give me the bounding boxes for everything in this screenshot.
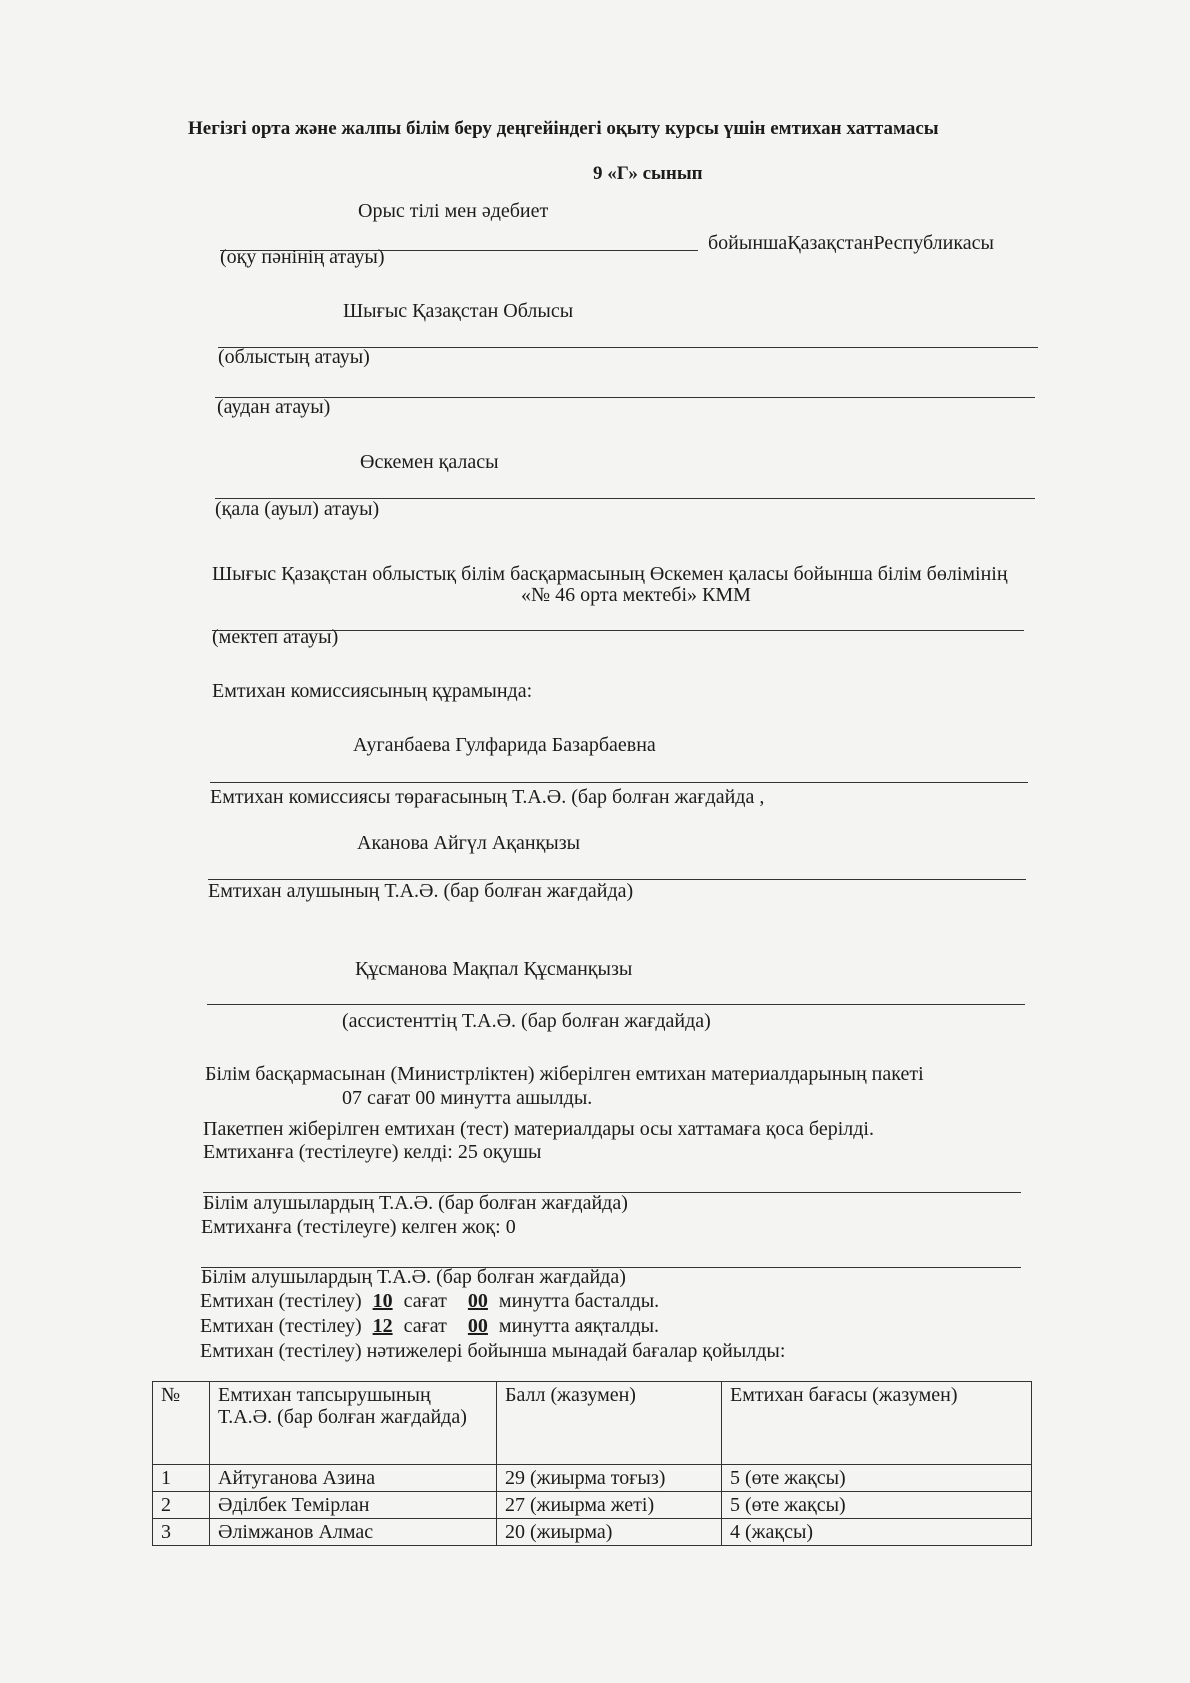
assistant-caption: (ассистенттің Т.А.Ә. (бар болған жағдайда)	[342, 1010, 711, 1032]
subject-value: Орыс тілі мен әдебиет	[358, 200, 549, 222]
document-title: Негізгі орта және жалпы білім беру деңгейіндегі оқыту курсы үшін емтихан хаттамасы	[188, 118, 939, 139]
start-minute: 00	[467, 1290, 488, 1312]
class-label: 9 «Г» сынып	[593, 163, 703, 184]
row-grade: 5 (өте жақсы)	[722, 1492, 1032, 1519]
table-row	[153, 1465, 1032, 1492]
results-table	[152, 1381, 1032, 1546]
end-minute: 00	[467, 1315, 488, 1337]
package-line-2: 07 сағат 00 минутта ашылды.	[342, 1087, 593, 1109]
chair-line	[210, 782, 1028, 783]
start-hour: 10	[372, 1290, 393, 1312]
examiner-name: Аканова Айгүл Ақанқызы	[357, 832, 581, 854]
examiner-caption: Емтихан алушының Т.А.Ә. (бар болған жағдайда)	[208, 880, 634, 902]
end-hour: 12	[372, 1315, 393, 1337]
chair-caption: Емтихан комиссиясы төрағасының Т.А.Ә. (бар болған жағдайда ,	[210, 786, 765, 808]
region-caption: (облыстың атауы)	[218, 346, 370, 368]
attended-line: Емтиханға (тестілеуге) келді: 25 оқушы	[203, 1141, 542, 1163]
row-score: 29 (жиырма тоғыз)	[497, 1465, 722, 1492]
school-line-1: Шығыс Қазақстан облыстық білім басқармасының Өскемен қаласы бойынша білім бөлімінің	[212, 563, 1008, 585]
absent-caption: Білім алушылардың Т.А.Ә. (бар болған жағдайда)	[201, 1266, 626, 1288]
row-student: Әділбек Темірлан	[210, 1492, 497, 1519]
table-row	[153, 1519, 1032, 1546]
district-line	[215, 397, 1035, 398]
end-time-line	[200, 1315, 659, 1338]
results-intro: Емтихан (тестілеу) нәтижелері бойынша мынадай бағалар қойылды:	[200, 1340, 786, 1362]
school-caption: (мектеп атауы)	[212, 626, 339, 648]
absent-line: Емтиханға (тестілеуге) келген жоқ: 0	[201, 1216, 516, 1238]
row-grade: 5 (өте жақсы)	[722, 1465, 1032, 1492]
row-score: 27 (жиырма жеті)	[497, 1492, 722, 1519]
commission-heading: Емтихан комиссиясының құрамында:	[212, 680, 533, 702]
materials-line: Пакетпен жіберілген емтихан (тест) материалдары осы хаттамаға қоса берілді.	[203, 1118, 874, 1140]
city-caption: (қала (ауыл) атауы)	[215, 498, 380, 520]
start-suffix: минутта басталды.	[498, 1290, 660, 1312]
attended-caption: Білім алушылардың Т.А.Ә. (бар болған жағдайда)	[203, 1192, 628, 1214]
start-prefix: Емтихан (тестілеу)	[200, 1290, 362, 1312]
assistant-name: Құсманова Мақпал Құсманқызы	[355, 958, 633, 980]
school-line-2: «№ 46 орта мектебі» КММ	[521, 584, 751, 606]
header-grade: Емтихан бағасы (жазумен)	[722, 1382, 1032, 1465]
row-number: 2	[153, 1492, 210, 1519]
end-suffix: минутта аяқталды.	[498, 1315, 660, 1337]
start-hour-label: сағат	[403, 1290, 447, 1312]
subject-suffix: бойыншаҚазақстанРеспубликасы	[708, 232, 994, 254]
row-number: 1	[153, 1465, 210, 1492]
row-number: 3	[153, 1519, 210, 1546]
chair-name: Ауганбаева Гулфарида Базарбаевна	[353, 734, 656, 756]
row-grade: 4 (жақсы)	[722, 1519, 1032, 1546]
row-score: 20 (жиырма)	[497, 1519, 722, 1546]
table-row	[153, 1492, 1032, 1519]
row-student: Айтуганова Азина	[210, 1465, 497, 1492]
start-time-line	[200, 1290, 659, 1313]
region-value: Шығыс Қазақстан Облысы	[343, 300, 574, 322]
row-student: Әлімжанов Алмас	[210, 1519, 497, 1546]
header-score: Балл (жазумен)	[497, 1382, 722, 1465]
table-header-row	[153, 1382, 1032, 1465]
district-caption: (аудан атауы)	[217, 396, 331, 418]
subject-caption: (оқу пәнінің атауы)	[220, 246, 385, 268]
header-name: Емтихан тапсырушының Т.А.Ә. (бар болған жағдайда)	[210, 1382, 497, 1465]
package-line-1: Білім басқармасынан (Министрліктен) жіберілген емтихан материалдарының пакеті	[205, 1063, 924, 1085]
end-hour-label: сағат	[403, 1315, 447, 1337]
city-value: Өскемен қаласы	[360, 451, 499, 473]
header-number: №	[153, 1382, 210, 1465]
assistant-line	[207, 1004, 1025, 1005]
end-prefix: Емтихан (тестілеу)	[200, 1315, 362, 1337]
